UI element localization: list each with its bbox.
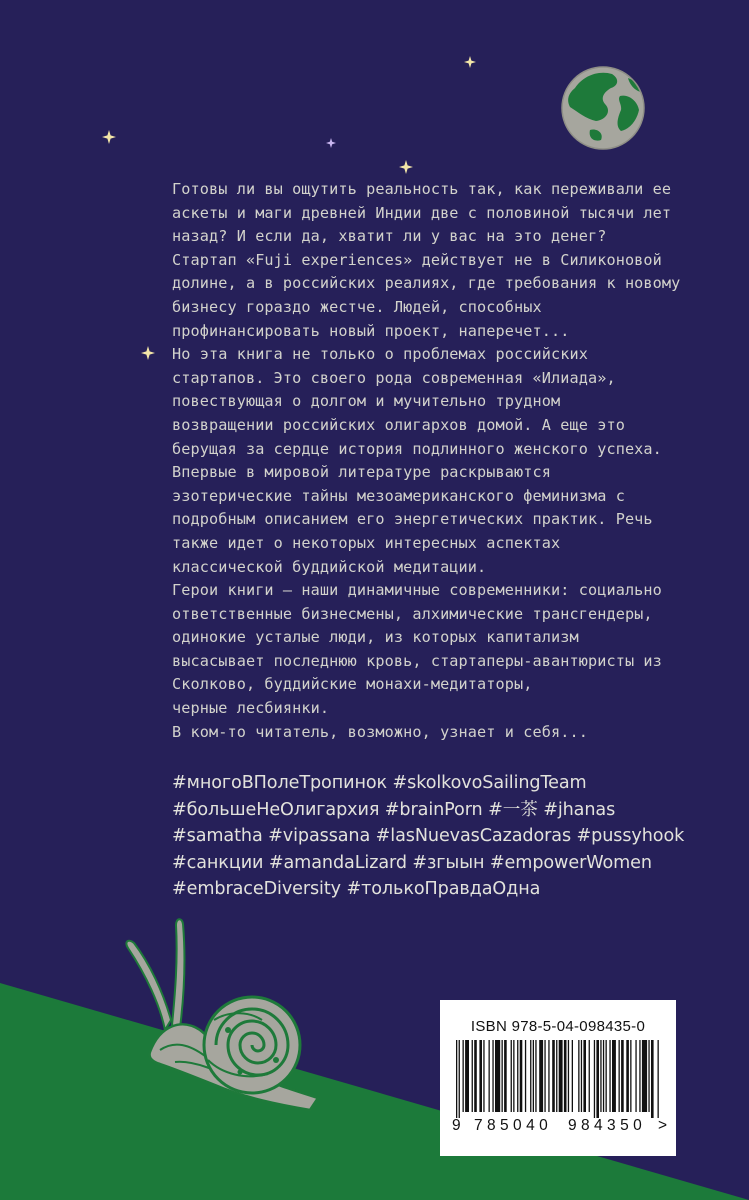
barcode-bar <box>603 1040 604 1112</box>
description-line: стартапов. Это своего рода современная «Илиада», <box>172 368 616 387</box>
barcode-bar <box>658 1040 659 1118</box>
barcode-bar <box>495 1040 500 1112</box>
barcode-bar <box>630 1040 631 1112</box>
isbn-label: ISBN 978-5-04-098435-0 <box>470 1018 646 1035</box>
barcode-bar <box>578 1040 579 1112</box>
barcode-bar <box>513 1040 514 1112</box>
sparkle-star-icon <box>464 56 476 68</box>
description-line: берущая за сердце история подлинного женского успеха. <box>172 439 662 458</box>
description-line: В ком-то читатель, возможно, узнает и себя... <box>172 722 588 741</box>
description-line: Герои книги – наши динамичные современники: социально <box>172 581 662 600</box>
sparkle-star-icon <box>326 138 336 148</box>
barcode-bar <box>651 1040 654 1118</box>
barcode-bar <box>544 1040 545 1112</box>
description-line: назад? И если да, хватит ли у вас на это денег? <box>172 227 607 246</box>
barcode-bar <box>609 1040 610 1112</box>
barcode-bar <box>572 1040 573 1112</box>
barcode-bar <box>520 1040 523 1112</box>
description-line: подробным описанием его энергетических практик. Речь <box>172 510 653 529</box>
barcode-bar <box>594 1040 595 1118</box>
barcode-bar <box>463 1040 464 1112</box>
description-line: Впервые в мировой литературе раскрываются <box>172 463 551 482</box>
barcode-bar <box>492 1040 493 1112</box>
moon-globe-icon <box>562 67 644 149</box>
barcode-bar <box>642 1040 647 1112</box>
description-line: повествующая о долгом и мучительно трудном <box>172 392 561 411</box>
description-line: профинансировать новый проект, наперечет... <box>172 321 570 340</box>
barcode-bar <box>525 1040 526 1112</box>
barcode-bar <box>639 1040 640 1112</box>
barcode-bar <box>648 1040 649 1112</box>
barcode-bar <box>459 1040 460 1118</box>
sparkle-star-icon <box>399 160 413 174</box>
barcode-bar <box>635 1040 636 1112</box>
barcode-bar <box>502 1040 503 1112</box>
description-line: черные лесбиянки. <box>172 699 330 718</box>
barcode-bar <box>606 1040 607 1112</box>
book-description <box>172 178 692 744</box>
barcode-bar <box>535 1040 536 1112</box>
barcode-bar <box>456 1040 457 1118</box>
hashtag-line: #embraceDiversity #толькоПравдаОдна <box>172 879 541 900</box>
description-line: также идет о некоторых интересных аспектах <box>172 533 561 552</box>
sparkle-star-icon <box>102 130 116 144</box>
description-line: Готовы ли вы ощутить реальность так, как переживали ее <box>172 180 672 198</box>
barcode-bar <box>548 1040 549 1112</box>
barcode-bar <box>559 1040 563 1112</box>
barcode-bar <box>530 1040 531 1112</box>
barcode-bar <box>612 1040 616 1112</box>
barcode-digit-group: 9 <box>452 1117 461 1134</box>
barcode-bar <box>533 1040 534 1112</box>
barcode-bar <box>474 1040 477 1112</box>
description-line: Сколково, буддийские монахи-медитаторы, <box>172 675 533 694</box>
sparkle-star-icon <box>141 346 155 360</box>
barcode-bar <box>621 1040 624 1112</box>
hashtag-line: #samatha #vipassana #lasNuevasCazadoras #pussyhook <box>172 826 685 847</box>
hashtag-block <box>172 770 712 903</box>
barcode-digit-group: > <box>658 1117 668 1134</box>
barcode-bar <box>626 1040 629 1112</box>
description-line: долине, а в российских реалиях, где требования к новому <box>172 274 681 293</box>
barcode-digit-group: 984350 <box>568 1117 647 1134</box>
barcode-bar <box>581 1040 582 1112</box>
barcode-bar <box>504 1040 507 1112</box>
description-line: ответственные бизнесмены, алхимические трансгендеры, <box>172 604 653 623</box>
barcode-digit-group: 785040 <box>474 1117 553 1134</box>
barcode-bar <box>619 1040 620 1112</box>
barcode-bar <box>583 1040 586 1112</box>
barcode-bar <box>472 1040 473 1112</box>
isbn-barcode <box>440 1000 676 1156</box>
description-line: Стартап «Fuji experiences» действует не в Силиконовой <box>172 250 662 269</box>
barcode-bar <box>483 1040 484 1112</box>
description-line: эзотерические тайны мезоамериканского феминизма с <box>172 486 625 505</box>
description-line: высасывает последнюю кровь, стартаперы-авантюристы из <box>172 651 662 670</box>
description-line: классической буддийской медитации. <box>172 557 487 576</box>
description-line: бизнесу гораздо жестче. Людей, способных <box>172 297 542 316</box>
barcode-bars <box>454 1040 662 1118</box>
description-line: аскеты и маги древней Индии две с половиной тысячи лет <box>172 203 672 222</box>
description-line: Но эта книга не только о проблемах российских <box>172 345 588 364</box>
barcode-bar <box>465 1040 469 1112</box>
barcode-bar <box>517 1040 518 1112</box>
barcode-bar <box>564 1040 567 1112</box>
hashtag-line: #многоВПолеТропинок #skolkovoSailingTeam <box>172 773 587 793</box>
barcode-bar <box>511 1040 512 1112</box>
barcode-bar <box>596 1040 599 1118</box>
barcode-bar <box>556 1040 557 1112</box>
barcode-bar <box>552 1040 555 1112</box>
barcode-bar <box>600 1040 601 1112</box>
barcode-bar <box>489 1040 490 1112</box>
barcode-bar <box>568 1040 569 1112</box>
barcode-bar <box>539 1040 543 1112</box>
hashtag-line: #санкции #amandaLizard #згыын #empowerWomen <box>172 852 652 873</box>
barcode-bar <box>479 1040 482 1112</box>
description-line: одинокие усталые люди, из которых капитализм <box>172 628 579 647</box>
description-line: возвращении российских олигархов домой. А еще это <box>172 415 625 434</box>
hashtag-line: #большеНеОлигархия #brainPorn #一茶 #jhanas <box>172 799 616 820</box>
barcode-bar <box>589 1040 590 1112</box>
